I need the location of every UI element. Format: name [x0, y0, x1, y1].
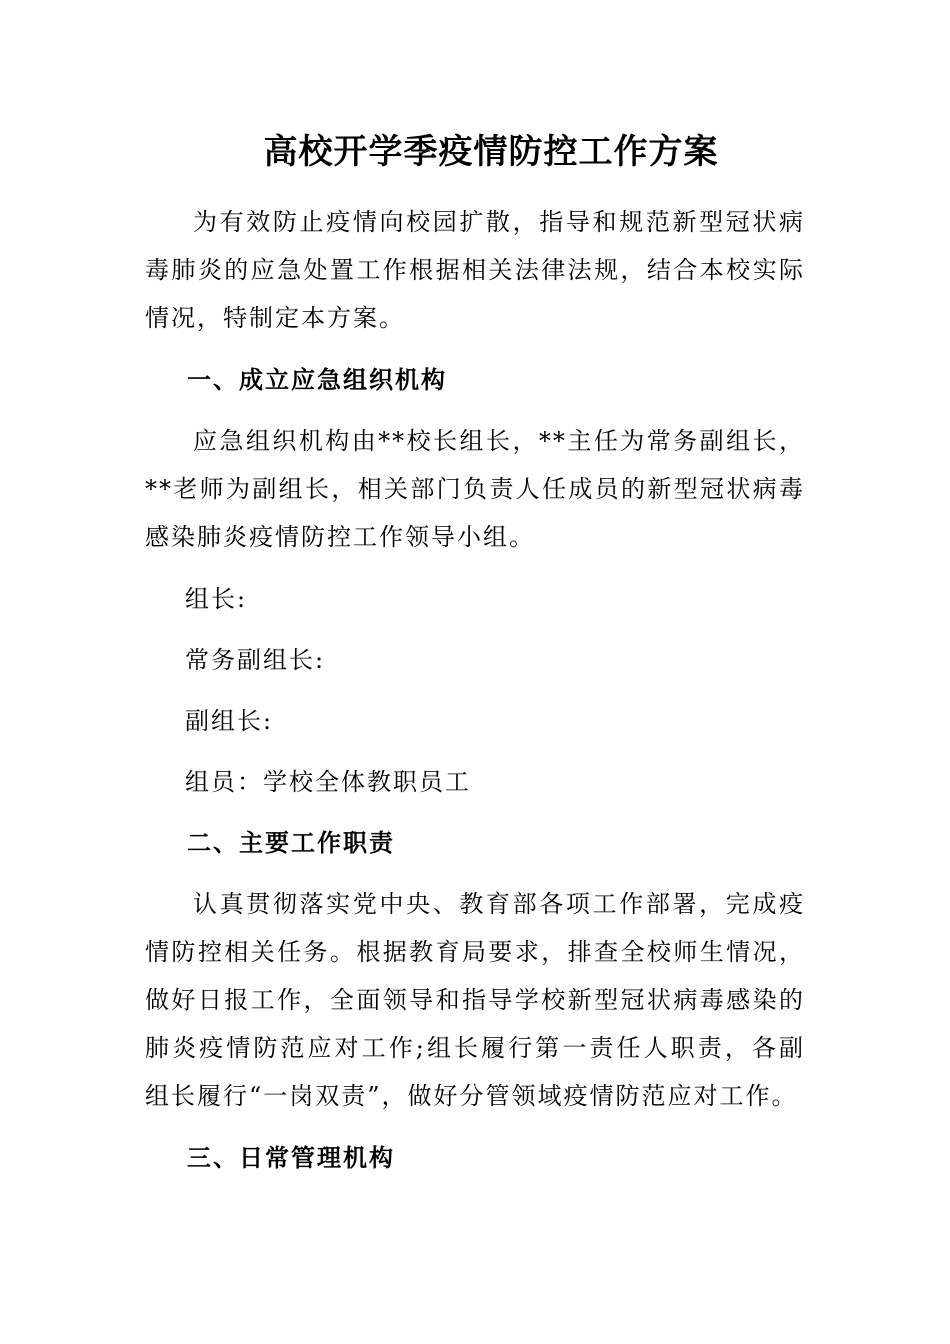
role-deputy: 副组长:: [185, 707, 274, 735]
section-heading-1: 一、成立应急组织机构: [187, 365, 447, 394]
role-members: 组员：学校全体教职员工: [185, 768, 471, 796]
section-heading-3: 三、日常管理机构: [187, 1143, 395, 1172]
role-executive-deputy: 常务副组长:: [185, 646, 326, 674]
document-body: [145, 198, 805, 1182]
document-title: 高校开学季疫情防控工作方案: [263, 132, 719, 172]
intro-paragraph: 为有效防止疫情向校园扩散，指导和规范新型冠状病毒肺炎的应急处置工作根据相关法律法规，结合本校实际情况，特制定本方案。: [145, 208, 805, 332]
section-heading-2: 二、主要工作职责: [187, 828, 395, 857]
section-paragraph-1: 应急组织机构由**校长组长，**主任为常务副组长，**老师为副组长，相关部门负责人任成员的新型冠状病毒感染肺炎疫情防控工作领导小组。: [145, 427, 805, 551]
role-leader: 组长:: [185, 585, 248, 613]
section-paragraph-2: 认真贯彻落实党中央、教育部各项工作部署，完成疫情防控相关任务。根据教育局要求，排查全校师生情况，做好日报工作，全面领导和指导学校新型冠状病毒感染的肺炎疫情防范应对工作;组长履行第一责任人职责，各副组长履行“一岗双责”，做好分管领域疫情防范应对工作。: [145, 890, 805, 1110]
